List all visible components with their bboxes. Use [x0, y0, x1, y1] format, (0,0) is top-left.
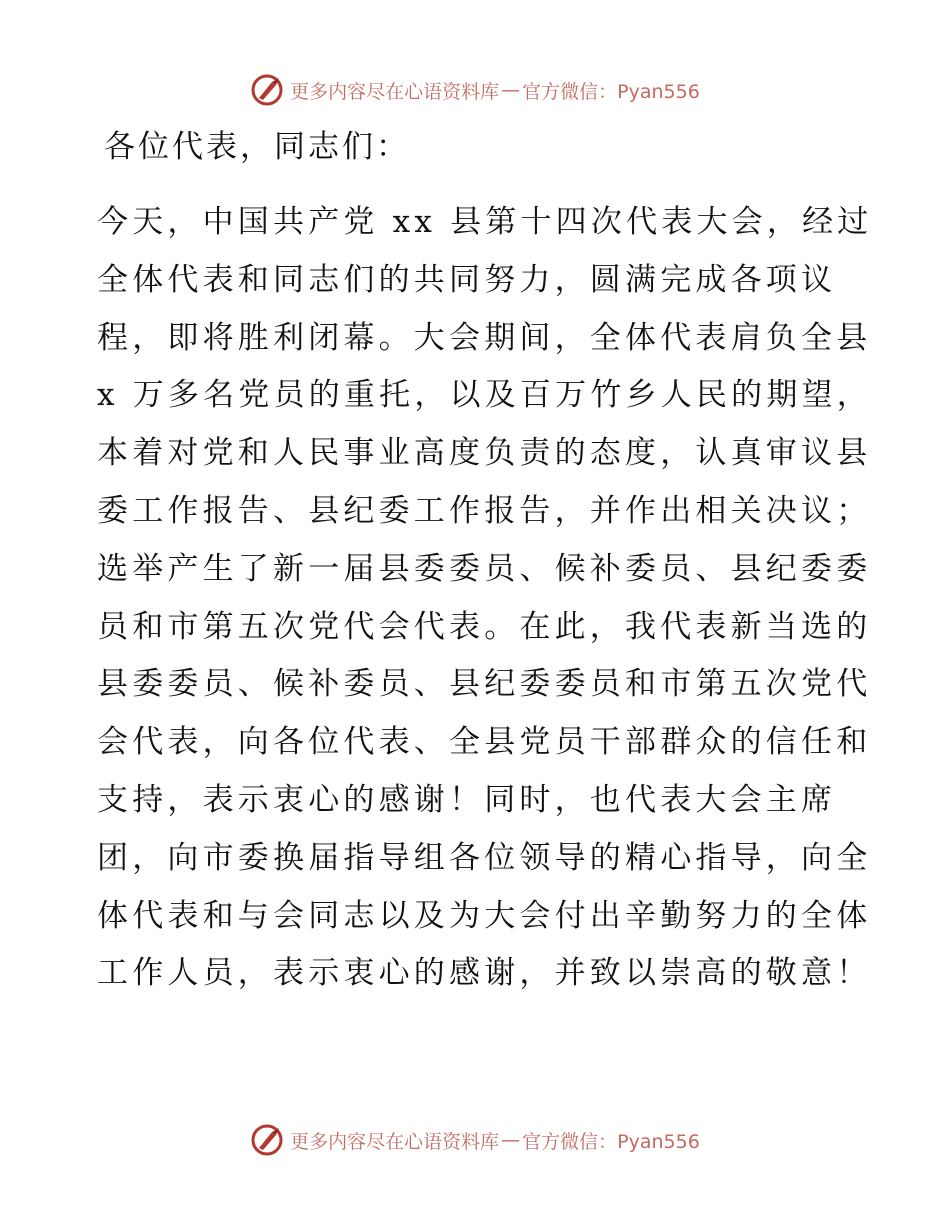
footer-watermark	[0, 1120, 950, 1160]
watermark-dash: —	[501, 1129, 521, 1151]
watermark-text: 更多内容尽在心语资料库	[290, 1130, 500, 1153]
header-watermark	[0, 70, 950, 110]
body-line: 工作人员，表示衷心的感谢，并致以崇高的敬意！	[97, 955, 872, 992]
body-line: 全体代表和同志们的共同努力，圆满完成各项议	[97, 261, 837, 298]
watermark-contact: 官方微信：Pyan556	[522, 1130, 700, 1153]
watermark-dash: —	[501, 79, 521, 101]
body-line: 体代表和与会同志以及为大会付出辛勤努力的全体	[97, 897, 872, 934]
salutation: 各位代表，同志们：	[104, 129, 410, 165]
body-line: 选举产生了新一届县委委员、候补委员、县纪委委	[97, 550, 872, 587]
quill-logo-icon	[250, 1123, 284, 1157]
body-line: 支持，表示衷心的感谢！同时，也代表大会主席	[97, 781, 837, 818]
body-line: 本着对党和人民事业高度负责的态度，认真审议县	[97, 435, 872, 472]
body-line: 今天，中国共产党 xx 县第十四次代表大会，经过	[97, 204, 873, 240]
body-line: 会代表，向各位代表、全县党员干部群众的信任和	[97, 724, 872, 761]
body-line: 委工作报告、县纪委工作报告，并作出相关决议；	[97, 492, 872, 529]
speech-body	[97, 194, 873, 1003]
body-line: 程，即将胜利闭幕。大会期间，全体代表肩负全县	[97, 319, 872, 356]
body-line: 县委委员、候补委员、县纪委委员和市第五次党代	[97, 666, 872, 703]
quill-logo-icon	[250, 73, 284, 107]
body-line: 团，向市委换届指导组各位领导的精心指导，向全	[97, 839, 872, 876]
body-line: 员和市第五次党代会代表。在此，我代表新当选的	[97, 608, 872, 645]
body-line: x 万多名党员的重托，以及百万竹乡人民的期望，	[97, 377, 872, 414]
watermark-contact: 官方微信：Pyan556	[522, 80, 700, 103]
watermark-text: 更多内容尽在心语资料库	[290, 80, 500, 103]
